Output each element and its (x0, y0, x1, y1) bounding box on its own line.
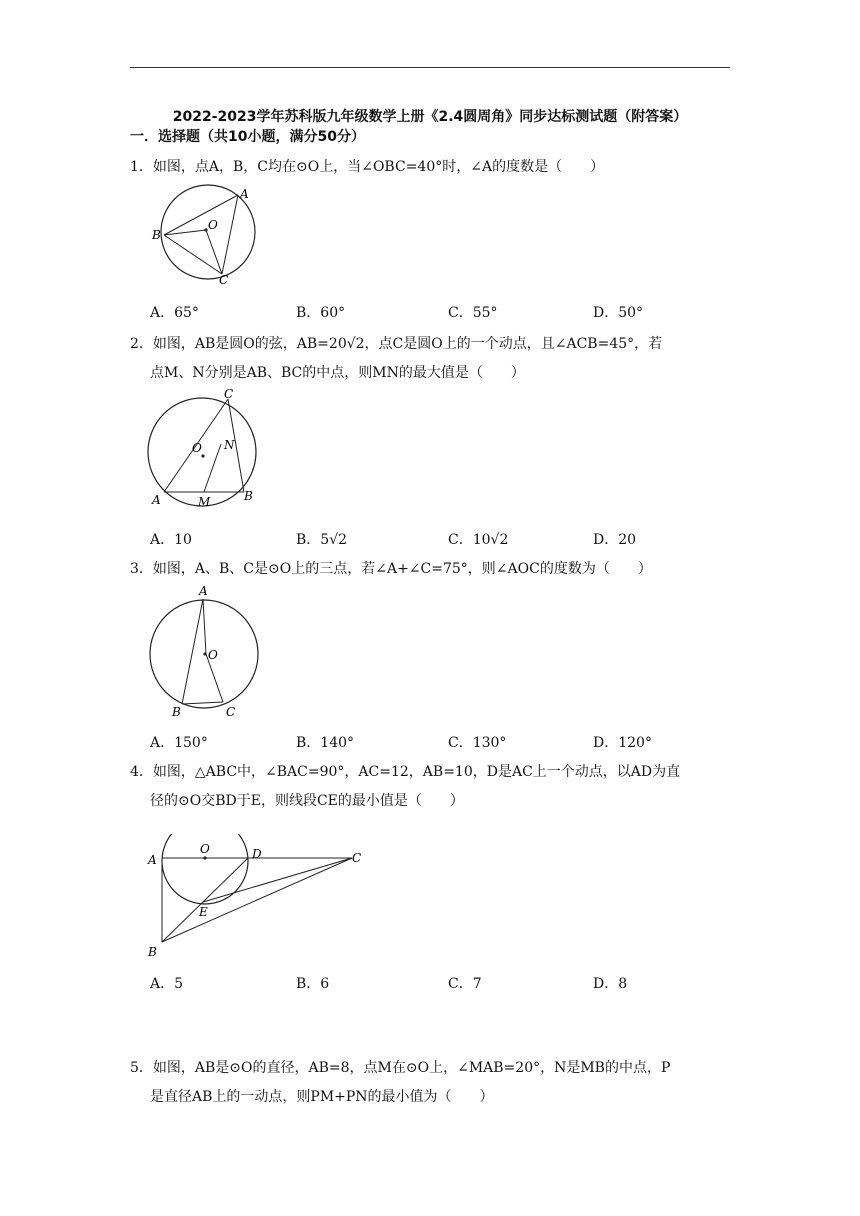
question-5-text-line-1: 5．如图，AB是⊙O的直径，AB=8，点M在⊙O上，∠MAB=20°，N是MB的中点，P (130, 1060, 671, 1076)
q1-choice-b[interactable]: B．60° (296, 305, 346, 321)
q4-label-e: E (199, 905, 208, 919)
q2-label-a: A (152, 493, 161, 507)
q2-label-c: C (224, 387, 234, 401)
q3-label-b: B (172, 705, 181, 719)
q2-label-b: B (244, 489, 253, 503)
question-3-figure (146, 582, 264, 722)
q2-choice-d[interactable]: D．20 (593, 532, 637, 548)
header-rule (130, 67, 730, 68)
q2-choice-a[interactable]: A．10 (150, 532, 192, 548)
q4-label-d: D (252, 847, 262, 861)
section-heading: 一．选择题（共10小题，满分50分） (130, 129, 365, 145)
question-3-text: 3．如图，A、B、C是⊙O上的三点，若∠A+∠C=75°，则∠AOC的度数为（ ） (130, 561, 652, 577)
q2-label-n: N (224, 438, 235, 452)
question-4-figure (144, 834, 374, 964)
q1-choice-c[interactable]: C．55° (448, 305, 498, 321)
question-5-text-line-2: 是直径AB上的一动点，则PM+PN的最小值为（ ） (150, 1089, 494, 1105)
q1-label-o: O (208, 218, 218, 232)
q3-choice-c[interactable]: C．130° (448, 735, 507, 751)
question-1-figure (150, 180, 260, 290)
question-4-text-line-2: 径的⊙O交BD于E，则线段CE的最小值是（ ） (150, 793, 464, 809)
q2-choice-b[interactable]: B．5√2 (296, 532, 348, 548)
q3-choice-b[interactable]: B．140° (296, 735, 355, 751)
question-2-text-line-1: 2．如图，AB是圆O的弦，AB=20√2，点C是圆O上的一个动点，且∠ACB=45°，若 (130, 336, 663, 352)
q4-label-o: O (200, 842, 210, 856)
q2-label-m: M (198, 495, 211, 509)
q3-choice-d[interactable]: D．120° (593, 735, 652, 751)
q1-choice-d[interactable]: D．50° (593, 305, 644, 321)
question-4-text-line-1: 4．如图，△ABC中，∠BAC=90°，AC=12，AB=10，D是AC上一个动点，以AD为直 (130, 764, 681, 780)
q3-choice-a[interactable]: A．150° (150, 735, 208, 751)
question-1-text: 1．如图，点A，B，C均在⊙O上，当∠OBC=40°时，∠A的度数是（ ） (130, 159, 605, 175)
q1-choice-a[interactable]: A．65° (150, 305, 199, 321)
question-2-text-line-2: 点M、N分别是AB、BC的中点，则MN的最大值是（ ） (150, 365, 525, 381)
q1-label-a: A (240, 187, 249, 201)
q4-choice-d[interactable]: D．8 (593, 976, 628, 992)
q4-choice-a[interactable]: A．5 (150, 976, 184, 992)
q4-choice-c[interactable]: C．7 (448, 976, 482, 992)
q3-label-o: O (208, 648, 218, 662)
q3-label-a: A (199, 584, 208, 598)
q4-choice-b[interactable]: B．6 (296, 976, 330, 992)
q2-label-o: O (192, 441, 202, 455)
q1-label-c: C (219, 273, 229, 287)
q4-label-b: B (148, 945, 157, 959)
question-2-figure (146, 386, 264, 512)
q1-label-b: B (152, 228, 161, 242)
page-title: 2022-2023学年苏科版九年级数学上册《2.4圆周角》同步达标测试题（附答案） (172, 109, 688, 125)
q4-label-a: A (148, 853, 157, 867)
q2-choice-c[interactable]: C．10√2 (448, 532, 509, 548)
q4-label-c: C (352, 851, 362, 865)
q3-label-c: C (226, 705, 236, 719)
